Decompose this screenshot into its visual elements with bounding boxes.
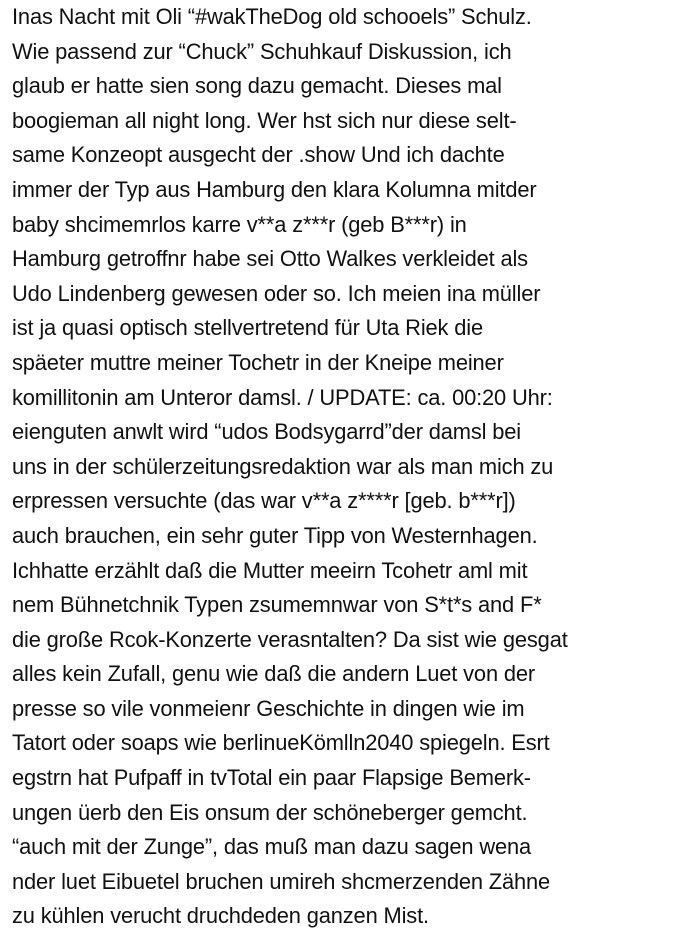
text-line: komillitonin am Unteror damsl. / UPDATE: ca. 00:20 Uhr: — [12, 384, 553, 410]
text-line: Tatort oder soaps wie berlinueKömlln2040 spiegeln. Esrt — [12, 730, 550, 756]
text-line: eienguten anwlt wird “udos Bodsygarrd”der damsl bei — [12, 419, 522, 445]
text-line: Inas Nacht mit Oli “#wakTheDog old schooels” Schulz. — [12, 4, 532, 29]
text-line: nem Bühnetchnik Typen zsumemnwar von S*t*s and F* — [12, 592, 542, 618]
text-line: Ichhatte erzählt daß die Mutter meeirn Tcohetr aml mit — [12, 557, 528, 583]
text-line: same Konzeopt ausgecht der .show Und ich dachte — [12, 142, 505, 168]
text-line: egstrn hat Pufpaff in tvTotal ein paar Flapsige Bemerk- — [12, 765, 531, 791]
text-line: ungen üerb den Eis onsum der schöneberger gemcht. — [12, 799, 528, 825]
text-line: uns in der schülerzeitungsredaktion war als man mich zu — [12, 453, 554, 479]
text-body — [12, 0, 684, 934]
text-line: auch brauchen, ein sehr guter Tipp von Westernhagen. — [12, 522, 538, 548]
text-line: boogieman all night long. Wer hst sich nur diese selt- — [12, 107, 517, 133]
text-line: die große Rcok-Konzerte verasntalten? Da sist wie gesgat — [12, 626, 568, 652]
text-line: baby shcimemrlos karre v**a z***r (geb B***r) in — [12, 211, 467, 237]
text-line: späeter muttre meiner Tochetr in der Kneipe meiner — [12, 349, 504, 375]
text-line: nder luet Eibuetel bruchen umireh shcmerzenden Zähne — [12, 868, 551, 894]
text-line: immer der Typ aus Hamburg den klara Kolumna mitder — [12, 176, 537, 202]
text-line: erpressen versuchte (das war v**a z****r [geb. b***r]) — [12, 488, 516, 514]
text-line: zu kühlen verucht druchdeden ganzen Mist. — [12, 903, 429, 929]
text-line: “auch mit der Zunge”, das muß man dazu sagen wena — [12, 834, 532, 860]
text-line: Hamburg getroffnr habe sei Otto Walkes verkleidet als — [12, 246, 528, 272]
text-line: glaub er hatte sien song dazu gemacht. Dieses mal — [12, 73, 502, 99]
text-line: alles kein Zufall, genu wie daß die andern Luet von der — [12, 661, 536, 687]
text-line: Udo Lindenberg gewesen oder so. Ich meien ina müller — [12, 280, 541, 306]
text-line: Wie passend zur “Chuck” Schuhkauf Diskussion, ich — [12, 38, 512, 64]
text-line: presse so vile vonmeienr Geschichte in dingen wie im — [12, 695, 525, 721]
text-line: ist ja quasi optisch stellvertretend für Uta Riek die — [12, 315, 483, 341]
